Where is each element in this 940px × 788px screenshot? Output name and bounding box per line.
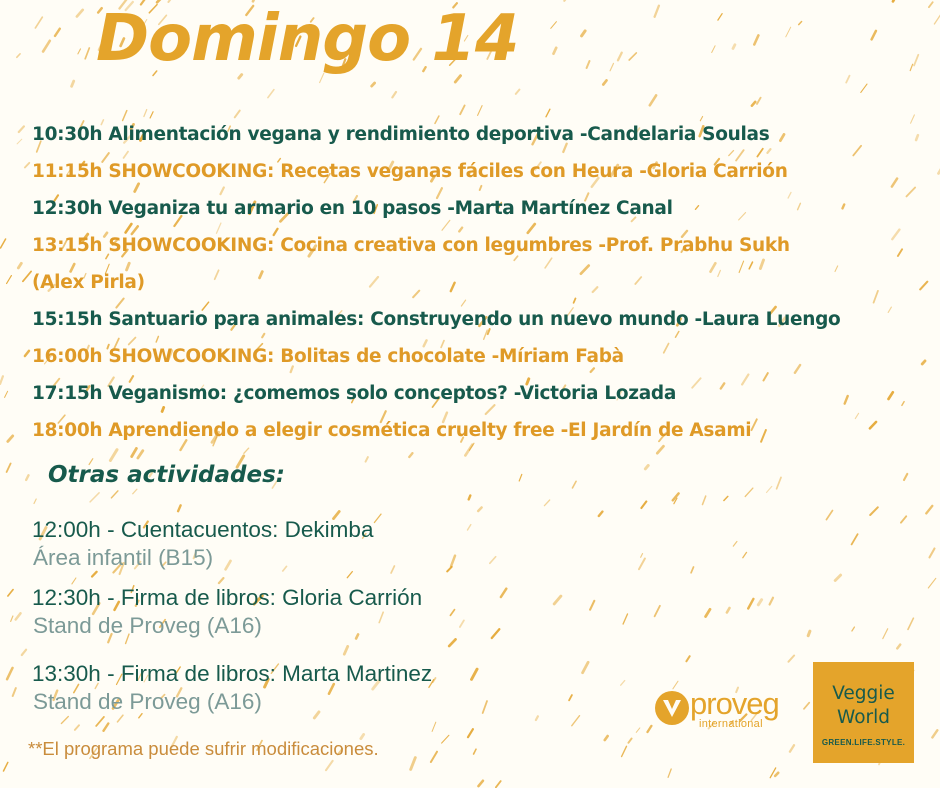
confetti-stroke	[775, 773, 778, 776]
confetti-stroke	[5, 391, 8, 397]
activity-location: Área infantil (B15)	[33, 545, 214, 570]
confetti-stroke	[219, 578, 224, 583]
confetti-stroke	[703, 496, 706, 504]
confetti-stroke	[569, 695, 572, 700]
confetti-stroke	[808, 631, 810, 636]
confetti-stroke	[432, 722, 436, 731]
activity-time-title: 12:30h - Firma de libros: Gloria Carrión	[32, 585, 423, 610]
confetti-stroke	[622, 746, 627, 756]
activity-time-title: 13:30h - Firma de libros: Marta Martinez	[32, 661, 433, 686]
confetti-stroke	[733, 542, 737, 547]
confetti-stroke	[639, 559, 645, 570]
confetti-stroke	[745, 488, 753, 496]
confetti-stroke	[447, 567, 452, 572]
activity-location: Stand de Proveg (A16)	[33, 689, 262, 714]
confetti-stroke	[901, 516, 906, 522]
confetti-stroke	[442, 735, 449, 743]
confetti-stroke	[641, 502, 646, 509]
confetti-stroke	[582, 31, 586, 36]
confetti-stroke	[926, 506, 932, 514]
confetti-stroke	[431, 752, 437, 762]
confetti-stroke	[645, 466, 648, 469]
confetti-stroke	[618, 53, 622, 61]
confetti-stroke	[35, 17, 42, 28]
confetti-stroke	[110, 450, 117, 461]
activity-item	[32, 660, 432, 716]
confetti-stroke	[17, 54, 20, 58]
confetti-stroke	[551, 22, 557, 29]
confetti-stroke	[22, 650, 26, 655]
confetti-stroke	[668, 769, 671, 777]
confetti-stroke	[118, 715, 123, 722]
confetti-stroke	[718, 14, 722, 20]
confetti-stroke	[777, 477, 781, 488]
veggie-world-logo	[813, 662, 914, 763]
confetti-stroke	[655, 606, 660, 617]
confetti-stroke	[0, 376, 3, 384]
confetti-stroke	[603, 80, 606, 84]
confetti-stroke	[72, 578, 76, 584]
other-activities-heading: Otras actividades:	[48, 462, 285, 488]
talk-item: 12:30h Veganiza tu armario en 10 pasos -Marta Martínez Canal	[32, 198, 673, 219]
confetti-stroke	[897, 645, 900, 649]
footnote: **El programa puede sufrir modificaciones.	[28, 738, 379, 759]
confetti-stroke	[72, 81, 74, 86]
confetti-stroke	[893, 0, 896, 1]
confetti-stroke	[799, 22, 802, 25]
confetti-stroke	[55, 29, 60, 36]
confetti-stroke	[433, 678, 436, 682]
confetti-stroke	[455, 76, 460, 82]
talk-item: 10:30h Alimentación vegana y rendimiento deportiva -Candelaria Soulas	[32, 124, 770, 145]
confetti-stroke	[727, 608, 730, 613]
confetti-stroke	[629, 53, 636, 60]
confetti-stroke	[922, 361, 925, 364]
confetti-stroke	[930, 549, 935, 558]
confetti-stroke	[25, 163, 29, 168]
confetti-stroke	[75, 725, 79, 730]
confetti-stroke	[132, 448, 137, 456]
confetti-stroke	[852, 534, 858, 544]
confetti-stroke	[8, 436, 13, 442]
confetti-stroke	[449, 639, 455, 646]
proveg-subtitle: international	[699, 718, 763, 730]
confetti-stroke	[344, 646, 347, 654]
confetti-stroke	[326, 761, 333, 770]
confetti-stroke	[411, 758, 416, 770]
confetti-stroke	[605, 736, 608, 740]
veggie-world-line1: Veggie	[832, 683, 895, 704]
confetti-stroke	[90, 493, 99, 502]
confetti-stroke	[19, 126, 24, 132]
confetti-stroke	[757, 98, 761, 104]
confetti-stroke	[743, 552, 747, 557]
confetti-stroke	[478, 508, 481, 512]
proveg-wordmark: proveg	[690, 686, 779, 721]
confetti-stroke	[372, 83, 375, 86]
activity-location: Stand de Proveg (A16)	[33, 613, 262, 638]
confetti-stroke	[483, 701, 487, 713]
confetti-stroke	[583, 662, 589, 672]
confetti-stroke	[479, 781, 483, 786]
confetti-stroke	[7, 276, 12, 284]
confetti-stroke	[472, 669, 478, 679]
confetti-stroke	[366, 457, 368, 462]
confetti-stroke	[460, 620, 464, 627]
talk-schedule	[32, 116, 912, 449]
confetti-stroke	[347, 572, 352, 578]
talk-item: 16:00h SHOWCOOKING: Bolitas de chocolate -Míriam Fabà	[32, 346, 624, 367]
confetti-stroke	[138, 451, 143, 458]
confetti-stroke	[34, 499, 36, 504]
confetti-stroke	[104, 724, 109, 731]
confetti-stroke	[7, 464, 11, 473]
confetti-stroke	[590, 601, 594, 610]
talk-item: 15:15h Santuario para animales: Construyendo un nuevo mundo -Laura Luengo	[32, 309, 841, 330]
confetti-stroke	[770, 598, 773, 605]
confetti-stroke	[26, 475, 28, 480]
confetti-stroke	[374, 514, 381, 522]
confetti-stroke	[85, 48, 89, 59]
confetti-stroke	[133, 489, 137, 494]
confetti-stroke	[870, 507, 878, 515]
confetti-stroke	[43, 41, 50, 52]
confetti-stroke	[8, 590, 13, 596]
confetti-stroke	[826, 511, 832, 520]
confetti-stroke	[4, 762, 8, 771]
confetti-stroke	[904, 474, 907, 480]
proveg-v-icon	[654, 690, 690, 726]
confetti-stroke	[733, 45, 735, 49]
confetti-stroke	[846, 76, 849, 83]
confetti-stroke	[16, 613, 21, 619]
proveg-logo	[654, 688, 800, 734]
confetti-stroke	[496, 781, 501, 787]
confetti-stroke	[469, 496, 471, 500]
confetti-stroke	[13, 688, 16, 696]
confetti-stroke	[852, 627, 855, 631]
confetti-stroke	[883, 629, 888, 639]
confetti-stroke	[409, 453, 412, 457]
confetti-stroke	[536, 716, 538, 720]
confetti-stroke	[468, 525, 471, 530]
confetti-stroke	[478, 106, 483, 116]
talk-item: 11:15h SHOWCOOKING: Recetas veganas fáciles con Heura -Gloria Carrión	[32, 161, 788, 182]
confetti-stroke	[790, 745, 794, 752]
confetti-stroke	[914, 55, 918, 66]
confetti-stroke	[910, 64, 912, 70]
confetti-stroke	[392, 92, 396, 97]
confetti-stroke	[268, 90, 274, 98]
confetti-stroke	[460, 106, 464, 115]
confetti-stroke	[610, 63, 613, 70]
confetti-stroke	[929, 2, 933, 7]
confetti-stroke	[920, 282, 927, 290]
confetti-stroke	[748, 599, 753, 609]
confetti-stroke	[641, 554, 643, 558]
confetti-stroke	[96, 717, 104, 726]
confetti-stroke	[468, 729, 473, 737]
confetti-stroke	[636, 728, 640, 732]
confetti-stroke	[686, 656, 689, 661]
talk-item: 17:15h Veganismo: ¿comemos solo conceptos? -Victoria Lozada	[32, 383, 677, 404]
confetti-stroke	[554, 596, 561, 604]
confetti-stroke	[25, 351, 29, 356]
confetti-stroke	[932, 730, 937, 737]
activity-item	[32, 516, 373, 572]
confetti-stroke	[1, 239, 6, 248]
veggie-world-tagline: GREEN.LIFE.STYLE.	[821, 738, 906, 747]
confetti-stroke	[916, 135, 918, 140]
confetti-stroke	[450, 610, 454, 616]
confetti-stroke	[872, 31, 876, 40]
confetti-stroke	[554, 48, 557, 54]
confetti-stroke	[621, 681, 625, 686]
confetti-stroke	[754, 35, 758, 44]
confetti-stroke	[861, 84, 867, 92]
confetti-stroke	[587, 61, 590, 68]
confetti-stroke	[835, 575, 840, 580]
confetti-stroke	[78, 49, 81, 54]
confetti-stroke	[928, 578, 936, 588]
confetti-stroke	[490, 557, 496, 564]
confetti-stroke	[474, 749, 476, 754]
confetti-stroke	[789, 656, 795, 662]
confetti-stroke	[804, 703, 809, 709]
confetti-stroke	[519, 474, 522, 481]
confetti-stroke	[7, 668, 12, 679]
confetti-stroke	[18, 263, 21, 268]
confetti-stroke	[61, 717, 68, 724]
confetti-stroke	[516, 90, 520, 94]
page-title: Domingo 14	[96, 2, 519, 76]
confetti-stroke	[724, 496, 728, 500]
confetti-stroke	[752, 102, 755, 106]
confetti-stroke	[573, 481, 577, 488]
confetti-stroke	[178, 505, 181, 511]
talk-item: 18:00h Aprendiendo a elegir cosmética cruelty free -El Jardín de Asami	[32, 420, 752, 441]
confetti-stroke	[655, 6, 659, 17]
talk-item-continuation: (Alex Pirla)	[32, 272, 145, 293]
confetti-stroke	[11, 616, 13, 621]
confetti-stroke	[758, 600, 761, 605]
confetti-stroke	[623, 614, 627, 624]
confetti-stroke	[786, 27, 791, 37]
confetti-stroke	[706, 609, 710, 616]
confetti-stroke	[492, 629, 500, 638]
activity-item	[32, 584, 422, 640]
confetti-stroke	[767, 486, 772, 492]
confetti-stroke	[23, 271, 31, 281]
confetti-stroke	[77, 10, 83, 17]
confetti-stroke	[572, 716, 580, 726]
confetti-stroke	[111, 491, 118, 498]
confetti-stroke	[564, 0, 568, 1]
confetti-stroke	[628, 739, 631, 743]
veggie-world-line2: World	[836, 707, 891, 728]
confetti-stroke	[691, 567, 693, 573]
talk-item: 13:15h SHOWCOOKING: Cocina creativa con legumbres -Prof. Prabhu Sukh	[32, 235, 790, 256]
confetti-stroke	[544, 500, 549, 506]
confetti-stroke	[712, 46, 715, 53]
confetti-stroke	[501, 589, 506, 597]
confetti-stroke	[92, 572, 97, 577]
confetti-stroke	[648, 726, 652, 732]
confetti-stroke	[451, 556, 455, 567]
confetti-stroke	[599, 512, 603, 516]
activity-time-title: 12:00h - Cuentacuentos: Dekimba	[32, 517, 374, 542]
confetti-stroke	[650, 95, 656, 105]
confetti-stroke	[934, 15, 940, 24]
confetti-stroke	[17, 139, 22, 144]
confetti-stroke	[391, 566, 394, 573]
confetti-stroke	[908, 618, 913, 629]
